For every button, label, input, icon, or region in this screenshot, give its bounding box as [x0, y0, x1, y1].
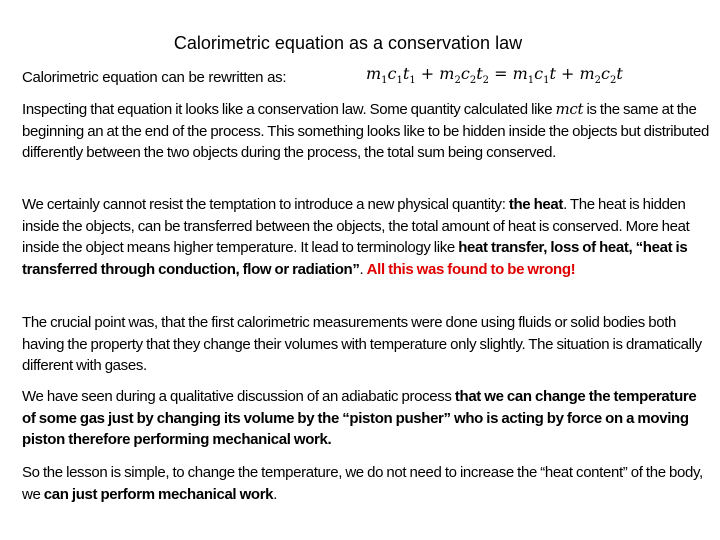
text: .	[359, 260, 367, 278]
mct-term: mct	[555, 100, 584, 118]
paragraph-adiabatic	[22, 386, 712, 451]
text: Inspecting that equation it looks like a conservation law. Some quantity calculated like	[22, 101, 556, 118]
text: We certainly cannot resist the temptation to introduce a new physical quantity:	[22, 196, 509, 213]
text: So the lesson is simple, to change the temperature, we do not need to increase the “heat content” of the body, we	[22, 464, 703, 503]
calorimetric-equation: $m_1c_1t_1 + m_2c_2t_2 = m_1c_1t + m_2c_2t$	[366, 64, 623, 87]
slide-title: Calorimetric equation as a conservation law	[173, 33, 523, 53]
text: is the same at the beginning an at the end of the process. This something looks like to be hidden inside the objects but distributed differently between the two objects during the process, the total sum being conserved.	[22, 101, 709, 162]
text: . The heat is hidden inside the objects, can be transferred between the objects, the total amount of heat is conserved. More heat inside the object means higher temperature. It lead to terminology like	[22, 196, 690, 257]
bold-text: can just perform mechanical work	[43, 485, 274, 503]
bold-text: the heat	[508, 196, 564, 213]
text: .	[273, 485, 278, 503]
text: We have seen during a qualitative discussion of an adiabatic process	[22, 388, 455, 405]
wrong-warning: All this was found to be wrong!	[366, 260, 576, 278]
intro-text: Calorimetric equation can be rewritten as:	[22, 69, 287, 86]
paragraph-lesson	[22, 462, 712, 505]
paragraph-heat	[22, 194, 712, 280]
bold-text: heat transfer, loss of heat, “heat is transferred through conduction, flow or radiation”	[22, 239, 688, 278]
paragraph-crucial-point: The crucial point was, that the first calorimetric measurements were done using fluids or solid bodies both having the property that they change their volumes with temperature only slightly. The situation is dramatically different with gases.	[22, 314, 702, 375]
paragraph-conservation	[22, 99, 712, 164]
bold-text: that we can change the temperature of some gas just by changing its volume by the “piston pusher” who is acting by force on a moving piston therefore performing mechanical work.	[22, 388, 697, 449]
